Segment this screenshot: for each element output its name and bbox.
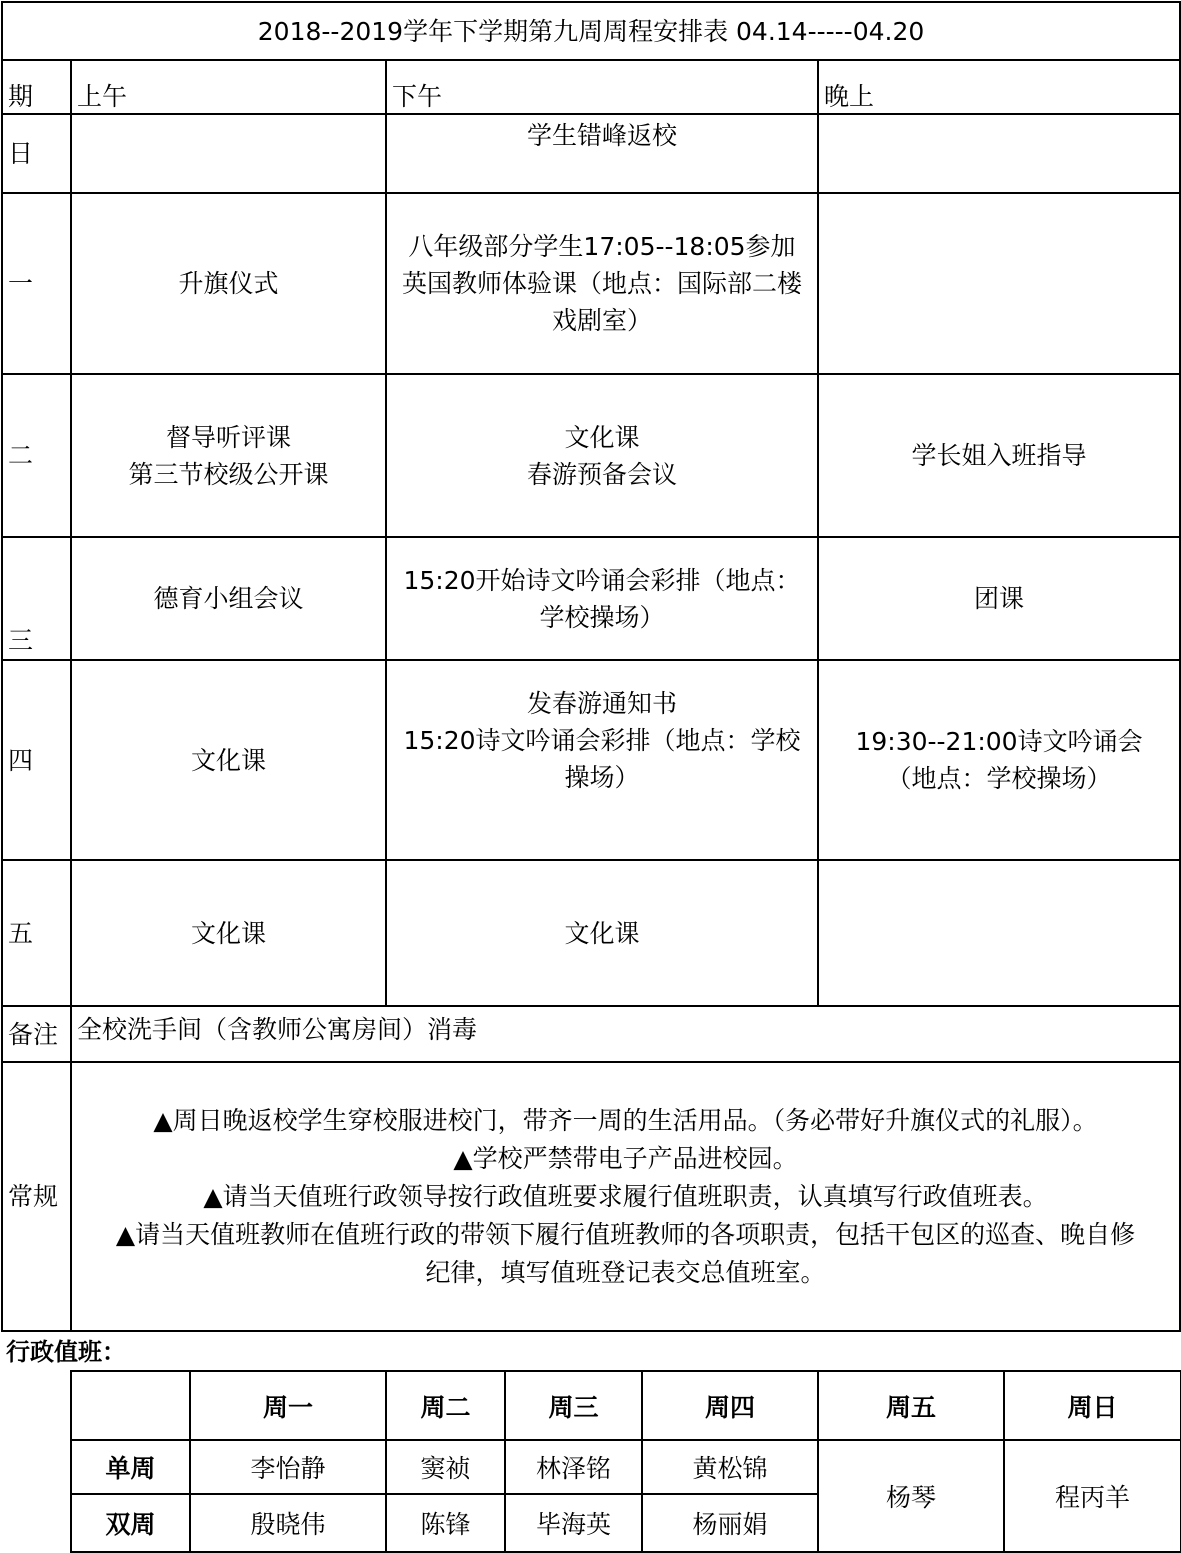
duty-day-header: 周日: [1004, 1371, 1181, 1440]
afternoon-cell: 15:20开始诗文吟诵会彩排（地点： 学校操场）: [386, 537, 818, 660]
afternoon-cell: 文化课: [386, 860, 818, 1006]
duty-name: 黄松锦: [642, 1440, 818, 1494]
day-label: 日: [2, 114, 71, 193]
duty-day-header: 周三: [505, 1371, 642, 1440]
duty-name: 林泽铭: [505, 1440, 642, 1494]
routine-item: ▲周日晚返校学生穿校服进校门，带齐一周的生活用品。（务必带好升旗仪式的礼服）。: [153, 1105, 1098, 1135]
duty-name: 陈锋: [386, 1494, 505, 1552]
row-thursday: [2, 660, 1180, 860]
morning-cell: [71, 114, 386, 193]
friday-duty-name: 杨琴: [818, 1440, 1004, 1552]
day-label: 三: [2, 537, 71, 660]
morning-cell: 德育小组会议: [71, 537, 386, 660]
duty-name: 李怡静: [190, 1440, 386, 1494]
afternoon-cell: 学生错峰返校: [386, 114, 818, 193]
duty-day-header: 周二: [386, 1371, 505, 1440]
evening-cell: [818, 193, 1180, 374]
weekly-schedule-table: [1, 1, 1181, 1332]
duty-day-header: 周五: [818, 1371, 1004, 1440]
row-friday: [2, 860, 1180, 1006]
schedule-title: 2018--2019学年下学期第九周周程安排表 04.14-----04.20: [2, 2, 1180, 60]
header-day: 期: [2, 60, 71, 114]
duty-day-header: 周一: [190, 1371, 386, 1440]
day-label: 四: [2, 660, 71, 860]
day-label: 一: [2, 193, 71, 374]
evening-cell: 团课: [818, 537, 1180, 660]
header-evening: 晚上: [818, 60, 1180, 114]
routine-item: ▲学校严禁带电子产品进校园。: [453, 1143, 798, 1173]
routine-list: [71, 1062, 1180, 1331]
evening-cell: [818, 114, 1180, 193]
afternoon-cell: 发春游通知书 15:20诗文吟诵会彩排（地点：学校 操场）: [386, 660, 818, 860]
routine-item: ▲请当天值班行政领导按行政值班要求履行值班职责，认真填写行政值班表。: [203, 1181, 1048, 1211]
duty-name: 毕海英: [505, 1494, 642, 1552]
duty-day-header: 周四: [642, 1371, 818, 1440]
duty-name: 窦祯: [386, 1440, 505, 1494]
afternoon-cell: 文化课 春游预备会议: [386, 374, 818, 537]
notes-text: 全校洗手间（含教师公寓房间）消毒: [71, 1006, 1180, 1062]
routine-item: ▲请当天值班教师在值班行政的带领下履行值班教师的各项职责，包括干包区的巡查、晚自修: [115, 1219, 1136, 1249]
corner-cell: [71, 1371, 190, 1440]
day-label: 二: [2, 374, 71, 537]
evening-cell: 19:30--21:00诗文吟诵会 （地点：学校操场）: [818, 660, 1180, 860]
duty-name: 杨丽娟: [642, 1494, 818, 1552]
row-tuesday: [2, 374, 1180, 537]
odd-week-label: 单周: [71, 1440, 190, 1494]
duty-heading: 行政值班：: [6, 1338, 126, 1366]
duty-name: 殷晓伟: [190, 1494, 386, 1552]
even-week-label: 双周: [71, 1494, 190, 1552]
afternoon-cell: 八年级部分学生17:05--18:05参加 英国教师体验课（地点：国际部二楼 戏剧室）: [386, 193, 818, 374]
sunday-duty-name: 程丙羊: [1004, 1440, 1181, 1552]
header-afternoon: 下午: [386, 60, 818, 114]
row-routine: [2, 1062, 1180, 1331]
morning-cell: 文化课: [71, 860, 386, 1006]
notes-label: 备注: [2, 1006, 71, 1062]
row-monday: [2, 193, 1180, 374]
day-label: 五: [2, 860, 71, 1006]
routine-item: 纪律，填写值班登记表交总值班室。: [425, 1257, 826, 1287]
duty-roster-table: [70, 1370, 1181, 1553]
evening-cell: 学长姐入班指导: [818, 374, 1180, 537]
morning-cell: 督导听评课 第三节校级公开课: [71, 374, 386, 537]
row-sunday: [2, 114, 1180, 193]
evening-cell: [818, 860, 1180, 1006]
header-morning: 上午: [71, 60, 386, 114]
row-notes: [2, 1006, 1180, 1062]
routine-label: 常规: [2, 1062, 71, 1331]
row-wednesday: [2, 537, 1180, 660]
morning-cell: 文化课: [71, 660, 386, 860]
morning-cell: 升旗仪式: [71, 193, 386, 374]
